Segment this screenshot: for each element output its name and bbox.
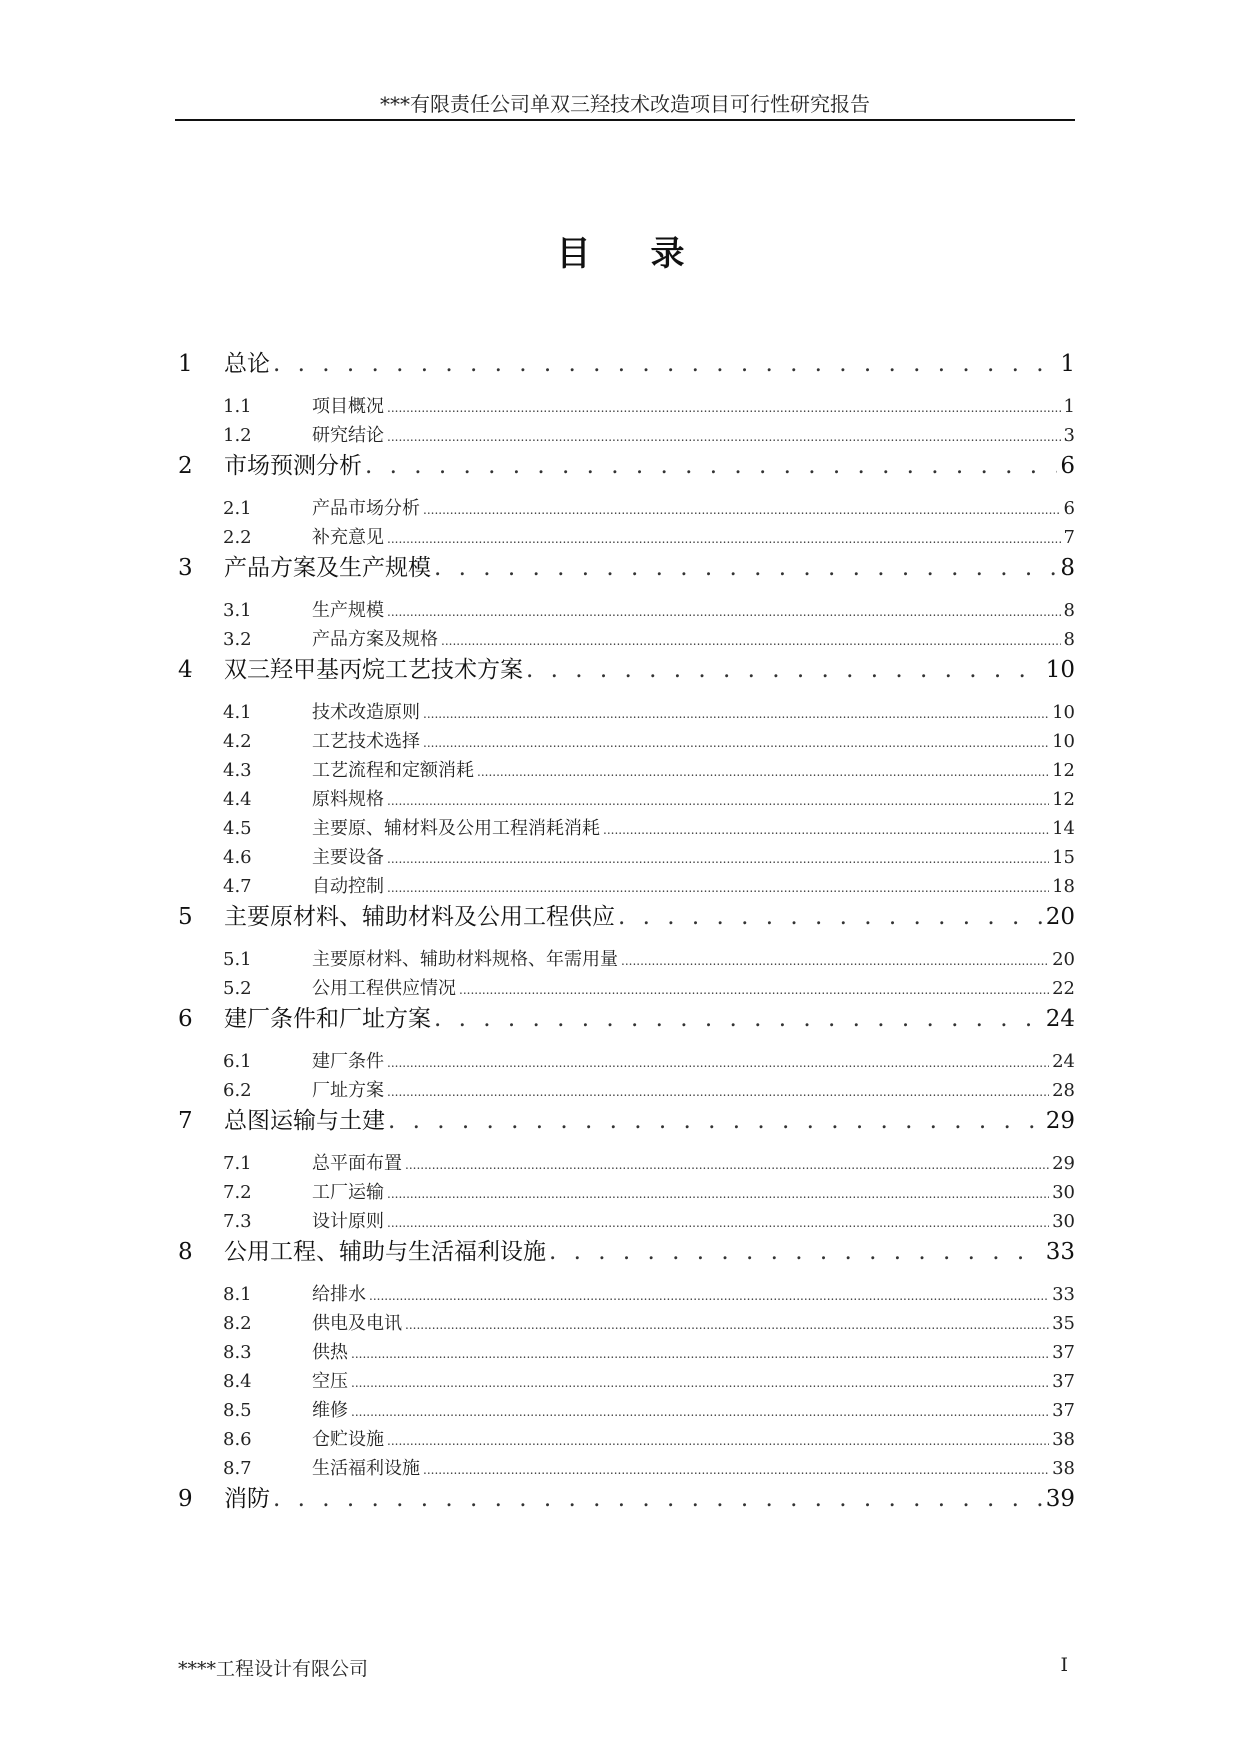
toc-entry-title: 维修 (312, 1400, 348, 1421)
toc-entry-page: 1 (1060, 351, 1075, 377)
toc-entry-number: 4.6 (223, 847, 252, 868)
toc-section-entry[interactable] (178, 756, 1075, 785)
toc-section-entry[interactable] (178, 1207, 1075, 1236)
toc-entry-number: 8.2 (223, 1313, 252, 1334)
toc-section-entry[interactable] (178, 727, 1075, 756)
toc-entry-title: 生活福利设施 (312, 1458, 420, 1479)
toc-entry-title: 工艺流程和定额消耗 (312, 760, 474, 781)
toc-entry-page: 6 (1063, 498, 1075, 519)
toc-dot-leader (387, 1427, 1049, 1456)
toc-entry-number: 2 (178, 453, 193, 479)
toc-dot-leader (621, 947, 1049, 976)
toc-entry-number: 4.7 (223, 876, 252, 897)
toc-dot-leader (365, 450, 1057, 482)
toc-section-entry[interactable] (178, 698, 1075, 727)
toc-entry-title: 厂址方案 (312, 1080, 384, 1101)
toc-dot-leader (423, 729, 1049, 758)
toc-entry-title: 消防 (224, 1486, 270, 1512)
toc-entry-number: 7.2 (223, 1182, 252, 1203)
toc-section-entry[interactable] (178, 625, 1075, 654)
toc-chapter-entry[interactable] (178, 901, 1075, 933)
toc-entry-title: 产品方案及生产规模 (224, 555, 431, 581)
toc-section-entry[interactable] (178, 974, 1075, 1003)
toc-entry-number: 8.4 (223, 1371, 252, 1392)
toc-dot-leader (351, 1369, 1049, 1398)
toc-entry-title: 给排水 (312, 1284, 366, 1305)
toc-dot-leader (387, 1049, 1049, 1078)
toc-entry-page: 3 (1063, 425, 1075, 446)
toc-entry-page: 33 (1052, 1284, 1075, 1305)
toc-entry-number: 4.3 (223, 760, 252, 781)
toc-dot-leader (434, 552, 1057, 584)
toc-chapter-entry[interactable] (178, 1483, 1075, 1515)
toc-entry-title: 仓贮设施 (312, 1429, 384, 1450)
toc-entry-title: 总论 (224, 351, 270, 377)
toc-entry-title: 主要原材料、辅助材料及公用工程供应 (224, 904, 615, 930)
toc-section-entry[interactable] (178, 1367, 1075, 1396)
toc-entry-title: 总图运输与土建 (224, 1108, 385, 1134)
toc-entry-page: 8 (1060, 555, 1075, 581)
toc-entry-page: 15 (1052, 847, 1075, 868)
toc-entry-number: 8 (178, 1239, 193, 1265)
toc-dot-leader (369, 1282, 1049, 1311)
toc-entry-page: 38 (1052, 1429, 1075, 1450)
toc-entry-page: 39 (1045, 1486, 1075, 1512)
toc-entry-page: 8 (1063, 629, 1075, 650)
toc-entry-page: 38 (1052, 1458, 1075, 1479)
toc-entry-title: 工艺技术选择 (312, 731, 420, 752)
toc-section-entry[interactable] (178, 1047, 1075, 1076)
toc-chapter-entry[interactable] (178, 654, 1075, 686)
toc-dot-leader (603, 816, 1049, 845)
toc-section-entry[interactable] (178, 1454, 1075, 1483)
toc-entry-title: 原料规格 (312, 789, 384, 810)
toc-entry-title: 建厂条件和厂址方案 (224, 1006, 431, 1032)
toc-entry-number: 1.1 (223, 396, 252, 417)
toc-entry-page: 12 (1052, 789, 1075, 810)
toc-chapter-entry[interactable] (178, 1105, 1075, 1137)
toc-entry-page: 29 (1045, 1108, 1075, 1134)
toc-dot-leader (388, 1105, 1043, 1137)
toc-entry-number: 6 (178, 1006, 193, 1032)
toc-dot-leader (423, 700, 1049, 729)
toc-entry-page: 22 (1052, 978, 1075, 999)
toc-dot-leader (441, 627, 1061, 656)
toc-entry-number: 8.6 (223, 1429, 252, 1450)
toc-dot-leader (526, 654, 1043, 686)
toc-entry-page: 8 (1063, 600, 1075, 621)
toc-entry-title: 双三羟甲基丙烷工艺技术方案 (224, 657, 523, 683)
toc-entry-page: 1 (1063, 396, 1075, 417)
toc-entry-number: 4.4 (223, 789, 252, 810)
toc-entry-title: 设计原则 (312, 1211, 384, 1232)
toc-entry-number: 5 (178, 904, 193, 930)
toc-entry-title: 建厂条件 (312, 1051, 384, 1072)
toc-entry-number: 6.2 (223, 1080, 252, 1101)
toc-entry-number: 9 (178, 1486, 193, 1512)
toc-entry-number: 3.2 (223, 629, 252, 650)
toc-dot-leader (423, 496, 1061, 525)
toc-dot-leader (405, 1311, 1049, 1340)
toc-section-entry[interactable] (178, 421, 1075, 450)
toc-entry-page: 10 (1052, 702, 1075, 723)
toc-entry-page: 20 (1045, 904, 1075, 930)
toc-entry-title: 供热 (312, 1342, 348, 1363)
running-header: ***有限责任公司单双三羟技术改造项目可行性研究报告 (380, 92, 870, 116)
toc-chapter-entry[interactable] (178, 1236, 1075, 1268)
toc-dot-leader (423, 1456, 1049, 1485)
toc-entry-title: 研究结论 (312, 425, 384, 446)
toc-section-entry[interactable] (178, 392, 1075, 421)
toc-dot-leader (351, 1398, 1049, 1427)
toc-entry-title: 产品方案及规格 (312, 629, 438, 650)
toc-entry-number: 4.5 (223, 818, 252, 839)
toc-entry-title: 主要原、辅材料及公用工程消耗消耗 (312, 818, 600, 839)
toc-entry-number: 8.1 (223, 1284, 252, 1305)
toc-section-entry[interactable] (178, 1149, 1075, 1178)
toc-dot-leader (387, 423, 1061, 452)
toc-entry-page: 37 (1052, 1371, 1075, 1392)
toc-chapter-entry[interactable] (178, 552, 1075, 584)
toc-section-entry[interactable] (178, 1178, 1075, 1207)
header-rule (175, 119, 1075, 121)
toc-entry-title: 公用工程、辅助与生活福利设施 (224, 1239, 546, 1265)
toc-dot-leader (387, 787, 1049, 816)
toc-entry-title: 空压 (312, 1371, 348, 1392)
toc-entry-title: 工厂运输 (312, 1182, 384, 1203)
toc-entry-number: 4.2 (223, 731, 252, 752)
toc-entry-page: 29 (1052, 1153, 1075, 1174)
toc-section-entry[interactable] (178, 872, 1075, 901)
toc-entry-number: 7.3 (223, 1211, 252, 1232)
toc-entry-number: 3 (178, 555, 193, 581)
toc-entry-title: 公用工程供应情况 (312, 978, 456, 999)
toc-entry-page: 7 (1063, 527, 1075, 548)
toc-section-entry[interactable] (178, 523, 1075, 552)
toc-entry-number: 8.7 (223, 1458, 252, 1479)
toc-entry-page: 35 (1052, 1313, 1075, 1334)
toc-entry-number: 7 (178, 1108, 193, 1134)
toc-dot-leader (434, 1003, 1043, 1035)
toc-entry-number: 5.1 (223, 949, 252, 970)
toc-chapter-entry[interactable] (178, 348, 1075, 380)
toc-dot-leader (351, 1340, 1049, 1369)
toc-entry-number: 2.2 (223, 527, 252, 548)
toc-entry-page: 33 (1045, 1239, 1075, 1265)
toc-entry-title: 市场预测分析 (224, 453, 362, 479)
toc-dot-leader (405, 1151, 1049, 1180)
toc-entry-page: 30 (1052, 1182, 1075, 1203)
toc-dot-leader (387, 1078, 1049, 1107)
toc-section-entry[interactable] (178, 945, 1075, 974)
toc-entry-title: 主要原材料、辅助材料规格、年需用量 (312, 949, 618, 970)
toc-entry-page: 20 (1052, 949, 1075, 970)
toc-entry-page: 37 (1052, 1400, 1075, 1421)
toc-section-entry[interactable] (178, 843, 1075, 872)
toc-dot-leader (477, 758, 1049, 787)
toc-entry-page: 6 (1060, 453, 1075, 479)
toc-entry-page: 30 (1052, 1211, 1075, 1232)
toc-dot-leader (273, 1483, 1043, 1515)
toc-section-entry[interactable] (178, 814, 1075, 843)
toc-chapter-entry[interactable] (178, 450, 1075, 482)
toc-entry-page: 18 (1052, 876, 1075, 897)
toc-entry-number: 1 (178, 351, 193, 377)
toc-entry-title: 主要设备 (312, 847, 384, 868)
table-of-contents (178, 348, 1075, 1527)
toc-entry-title: 产品市场分析 (312, 498, 420, 519)
toc-dot-leader (387, 394, 1061, 423)
toc-entry-number: 8.5 (223, 1400, 252, 1421)
toc-chapter-entry[interactable] (178, 1003, 1075, 1035)
toc-entry-page: 24 (1052, 1051, 1075, 1072)
toc-section-entry[interactable] (178, 1338, 1075, 1367)
toc-entry-title: 生产规模 (312, 600, 384, 621)
toc-entry-title: 总平面布置 (312, 1153, 402, 1174)
toc-entry-page: 10 (1052, 731, 1075, 752)
toc-section-entry[interactable] (178, 1309, 1075, 1338)
toc-dot-leader (387, 845, 1049, 874)
toc-entry-number: 7.1 (223, 1153, 252, 1174)
toc-section-entry[interactable] (178, 1076, 1075, 1105)
toc-entry-number: 6.1 (223, 1051, 252, 1072)
toc-entry-page: 14 (1052, 818, 1075, 839)
toc-entry-number: 5.2 (223, 978, 252, 999)
toc-entry-page: 12 (1052, 760, 1075, 781)
toc-title: 目录 (556, 234, 745, 274)
toc-section-entry[interactable] (178, 494, 1075, 523)
toc-entry-number: 4.1 (223, 702, 252, 723)
toc-section-entry[interactable] (178, 596, 1075, 625)
footer-company: ****工程设计有限公司 (178, 1658, 369, 1680)
toc-section-entry[interactable] (178, 1280, 1075, 1309)
toc-dot-leader (618, 901, 1043, 933)
toc-dot-leader (549, 1236, 1043, 1268)
toc-entry-page: 10 (1045, 657, 1075, 683)
toc-dot-leader (387, 1209, 1049, 1238)
toc-dot-leader (459, 976, 1049, 1005)
toc-dot-leader (387, 598, 1061, 627)
toc-entry-title: 供电及电讯 (312, 1313, 402, 1334)
toc-section-entry[interactable] (178, 785, 1075, 814)
toc-entry-number: 8.3 (223, 1342, 252, 1363)
toc-entry-page: 24 (1045, 1006, 1075, 1032)
toc-entry-number: 4 (178, 657, 193, 683)
toc-entry-number: 3.1 (223, 600, 252, 621)
footer-page-number: I (1060, 1654, 1068, 1676)
toc-entry-page: 28 (1052, 1080, 1075, 1101)
toc-dot-leader (387, 874, 1049, 903)
toc-dot-leader (273, 348, 1057, 380)
toc-entry-number: 2.1 (223, 498, 252, 519)
toc-entry-title: 技术改造原则 (312, 702, 420, 723)
toc-section-entry[interactable] (178, 1396, 1075, 1425)
toc-entry-title: 补充意见 (312, 527, 384, 548)
toc-section-entry[interactable] (178, 1425, 1075, 1454)
toc-entry-page: 37 (1052, 1342, 1075, 1363)
toc-entry-title: 项目概况 (312, 396, 384, 417)
toc-entry-number: 1.2 (223, 425, 252, 446)
toc-dot-leader (387, 1180, 1049, 1209)
toc-entry-title: 自动控制 (312, 876, 384, 897)
toc-dot-leader (387, 525, 1061, 554)
